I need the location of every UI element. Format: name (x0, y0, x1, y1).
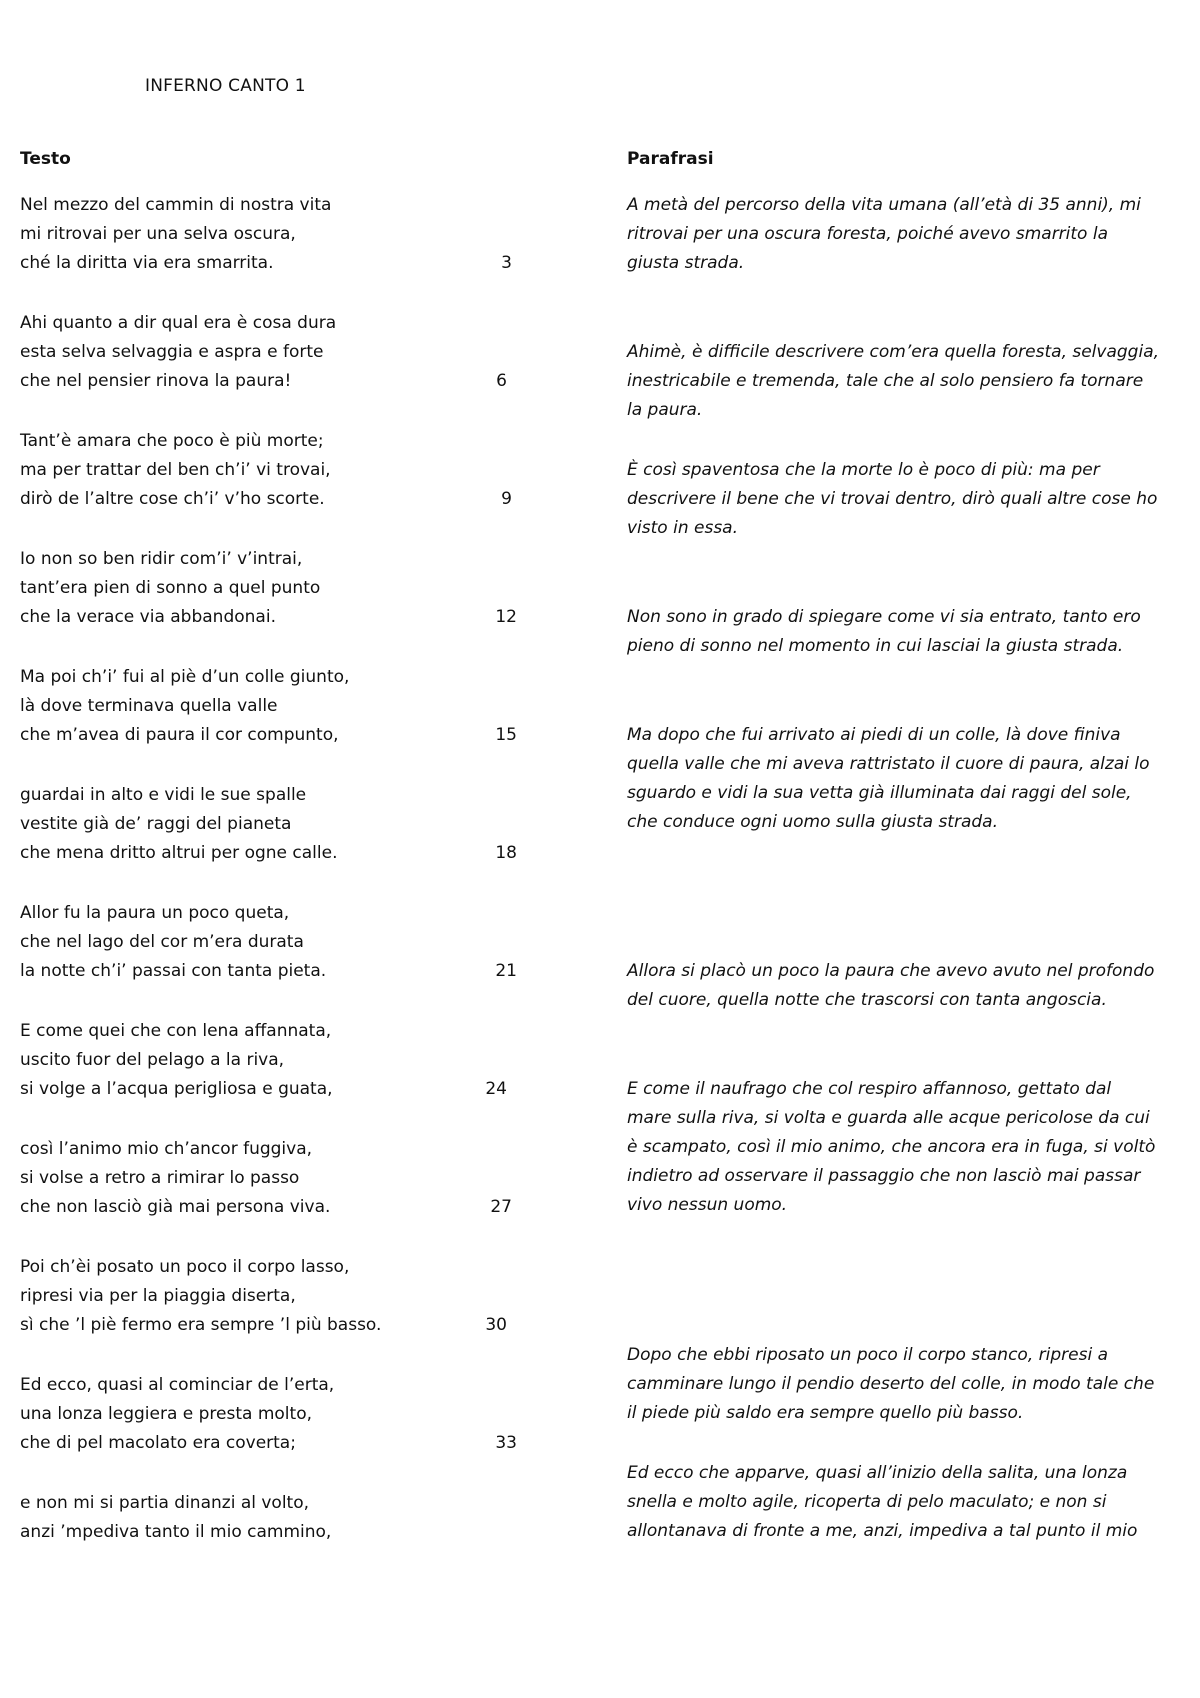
testo-line: vestite già de’ raggi del pianeta (20, 814, 292, 834)
verse-number: 15 (495, 725, 517, 745)
parafrasi-line: visto in essa. (627, 518, 739, 538)
testo-line: mi ritrovai per una selva oscura, (20, 224, 296, 244)
testo-line: così l’animo mio ch’ancor fuggiva, (20, 1139, 313, 1159)
parafrasi-line: Ma dopo che fui arrivato ai piedi di un colle, là dove finiva (627, 725, 1121, 745)
parafrasi-line: che conduce ogni uomo sulla giusta strada. (627, 812, 998, 832)
parafrasi-line: snella e molto agile, ricoperta di pelo maculato; e non si (627, 1492, 1107, 1512)
testo-line: che di pel macolato era coverta; (20, 1433, 296, 1453)
page-title: INFERNO CANTO 1 (145, 76, 306, 96)
testo-line: Tant’è amara che poco è più morte; (20, 431, 324, 451)
testo-line: E come quei che con lena affannata, (20, 1021, 332, 1041)
verse-number: 27 (490, 1197, 512, 1217)
verse-number: 6 (496, 371, 507, 391)
testo-line: sì che ’l piè fermo era sempre ’l più basso. (20, 1315, 382, 1335)
verse-number: 18 (495, 843, 517, 863)
testo-line: ripresi via per la piaggia diserta, (20, 1286, 296, 1306)
testo-heading: Testo (20, 149, 71, 169)
parafrasi-line: è scampato, così il mio animo, che ancora era in fuga, si voltò (627, 1137, 1156, 1157)
verse-number: 12 (495, 607, 517, 627)
testo-line: Io non so ben ridir com’i’ v’intrai, (20, 549, 303, 569)
parafrasi-line: Allora si placò un poco la paura che avevo avuto nel profondo (627, 961, 1155, 981)
testo-line: che m’avea di paura il cor compunto, (20, 725, 339, 745)
parafrasi-line: Ed ecco che apparve, quasi all’inizio della salita, una lonza (627, 1463, 1128, 1483)
verse-number: 33 (495, 1433, 517, 1453)
parafrasi-line: pieno di sonno nel momento in cui lasciai la giusta strada. (627, 636, 1124, 656)
parafrasi-line: camminare lungo il pendio deserto del colle, in modo tale che (627, 1374, 1155, 1394)
testo-line: Ma poi ch’i’ fui al piè d’un colle giunto, (20, 667, 350, 687)
parafrasi-line: descrivere il bene che vi trovai dentro, dirò quali altre cose ho (627, 489, 1158, 509)
testo-line: che nel lago del cor m’era durata (20, 932, 304, 952)
testo-line: e non mi si partia dinanzi al volto, (20, 1493, 310, 1513)
parafrasi-line: Dopo che ebbi riposato un poco il corpo stanco, ripresi a (627, 1345, 1108, 1365)
testo-line: Ed ecco, quasi al cominciar de l’erta, (20, 1375, 335, 1395)
parafrasi-line: mare sulla riva, si volta e guarda alle acque pericolose da cui (627, 1108, 1150, 1128)
verse-number: 30 (485, 1315, 507, 1335)
parafrasi-line: allontanava di fronte a me, anzi, impediva a tal punto il mio (627, 1521, 1138, 1541)
testo-line: la notte ch’i’ passai con tanta pieta. (20, 961, 327, 981)
parafrasi-heading: Parafrasi (627, 149, 714, 169)
testo-line: ché la diritta via era smarrita. (20, 253, 274, 273)
testo-line: Poi ch’èi posato un poco il corpo lasso, (20, 1257, 350, 1277)
testo-line: che mena dritto altrui per ogne calle. (20, 843, 338, 863)
testo-line: Allor fu la paura un poco queta, (20, 903, 290, 923)
parafrasi-line: indietro ad osservare il passaggio che non lasciò mai passar (627, 1166, 1141, 1186)
verse-number: 3 (501, 253, 512, 273)
verse-number: 24 (485, 1079, 507, 1099)
testo-line: che nel pensier rinova la paura! (20, 371, 292, 391)
parafrasi-line: giusta strada. (627, 253, 745, 273)
testo-line: là dove terminava quella valle (20, 696, 278, 716)
parafrasi-line: È così spaventosa che la morte lo è poco di più: ma per (627, 460, 1100, 480)
testo-line: uscito fuor del pelago a la riva, (20, 1050, 285, 1070)
testo-line: Ahi quanto a dir qual era è cosa dura (20, 313, 337, 333)
parafrasi-line: quella valle che mi aveva rattristato il cuore di paura, alzai lo (627, 754, 1150, 774)
verse-number: 9 (501, 489, 512, 509)
parafrasi-line: ritrovai per una oscura foresta, poiché avevo smarrito la (627, 224, 1109, 244)
testo-line: tant’era pien di sonno a quel punto (20, 578, 321, 598)
parafrasi-line: del cuore, quella notte che trascorsi con tanta angoscia. (627, 990, 1107, 1010)
testo-line: ma per trattar del ben ch’i’ vi trovai, (20, 460, 331, 480)
testo-line: esta selva selvaggia e aspra e forte (20, 342, 324, 362)
testo-line: anzi ’mpediva tanto il mio cammino, (20, 1522, 332, 1542)
testo-line: che la verace via abbandonai. (20, 607, 276, 627)
parafrasi-line: vivo nessun uomo. (627, 1195, 788, 1215)
parafrasi-line: Ahimè, è difficile descrivere com’era quella foresta, selvaggia, (627, 342, 1160, 362)
parafrasi-line: il piede più saldo era sempre quello più basso. (627, 1403, 1024, 1423)
testo-line: guardai in alto e vidi le sue spalle (20, 785, 307, 805)
testo-line: una lonza leggiera e presta molto, (20, 1404, 312, 1424)
verse-number: 21 (495, 961, 517, 981)
testo-line: si volge a l’acqua perigliosa e guata, (20, 1079, 333, 1099)
testo-line: che non lasciò già mai persona viva. (20, 1197, 331, 1217)
testo-line: dirò de l’altre cose ch’i’ v’ho scorte. (20, 489, 325, 509)
testo-line: si volse a retro a rimirar lo passo (20, 1168, 300, 1188)
parafrasi-line: Non sono in grado di spiegare come vi sia entrato, tanto ero (627, 607, 1141, 627)
parafrasi-line: sguardo e vidi la sua vetta già illuminata dai raggi del sole, (627, 783, 1132, 803)
parafrasi-line: A metà del percorso della vita umana (all’età di 35 anni), mi (627, 195, 1141, 215)
parafrasi-line: la paura. (627, 400, 703, 420)
testo-line: Nel mezzo del cammin di nostra vita (20, 195, 332, 215)
parafrasi-line: E come il naufrago che col respiro affannoso, gettato dal (627, 1079, 1112, 1099)
parafrasi-line: inestricabile e tremenda, tale che al solo pensiero fa tornare (627, 371, 1144, 391)
